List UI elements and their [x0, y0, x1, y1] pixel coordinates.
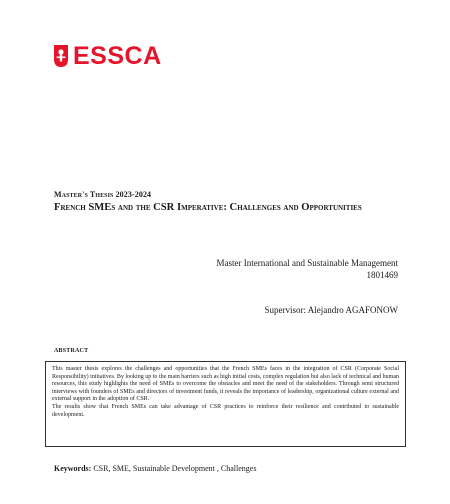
thesis-label: Master's Thesis 2023-2024 [54, 190, 152, 199]
abstract-heading: ABSTRACT [54, 348, 89, 354]
abstract-paragraph: This master thesis explores the challenges and opportunities that the French SMEs faces in the integration of CSR (Corporate Social Responsibility) initiatives. By looking up to the main barriers such as high initial costs, complex regulation but also lack of technical and human resources, this study highlights the need of SMEs to overcome the obstacles and meet the need of the stakeholders. Through semi structured interviews with founders of SMEs and directors of investment funds, it reveals the importance of leadership, organizational culture external and external support in the adoption of CSR. [52, 366, 399, 403]
abstract-box [45, 361, 406, 447]
essca-logo [54, 42, 162, 70]
supervisor-line [264, 305, 398, 315]
keywords-label: Keywords: [54, 464, 92, 473]
keywords-line [54, 464, 256, 473]
supervisor-label: Supervisor: [264, 305, 306, 315]
program-block [217, 257, 398, 281]
keywords-value: CSR, SME, Sustainable Development , Challenges [93, 464, 257, 473]
program-name: Master International and Sustainable Management [216, 258, 398, 268]
student-number: 1801469 [366, 270, 398, 280]
supervisor-name: Alejandro AGAFONOW [307, 305, 398, 315]
keyhole-emblem-icon [54, 45, 68, 67]
logo-text: ESSCA [73, 42, 162, 70]
thesis-title: French SMEs and the CSR Imperative: Challenges and Opportunities [54, 202, 362, 213]
abstract-paragraph: The results show that French SMEs can take advantage of CSR practices to reinforce their resilience and contributed to sustainable development. [52, 403, 399, 418]
